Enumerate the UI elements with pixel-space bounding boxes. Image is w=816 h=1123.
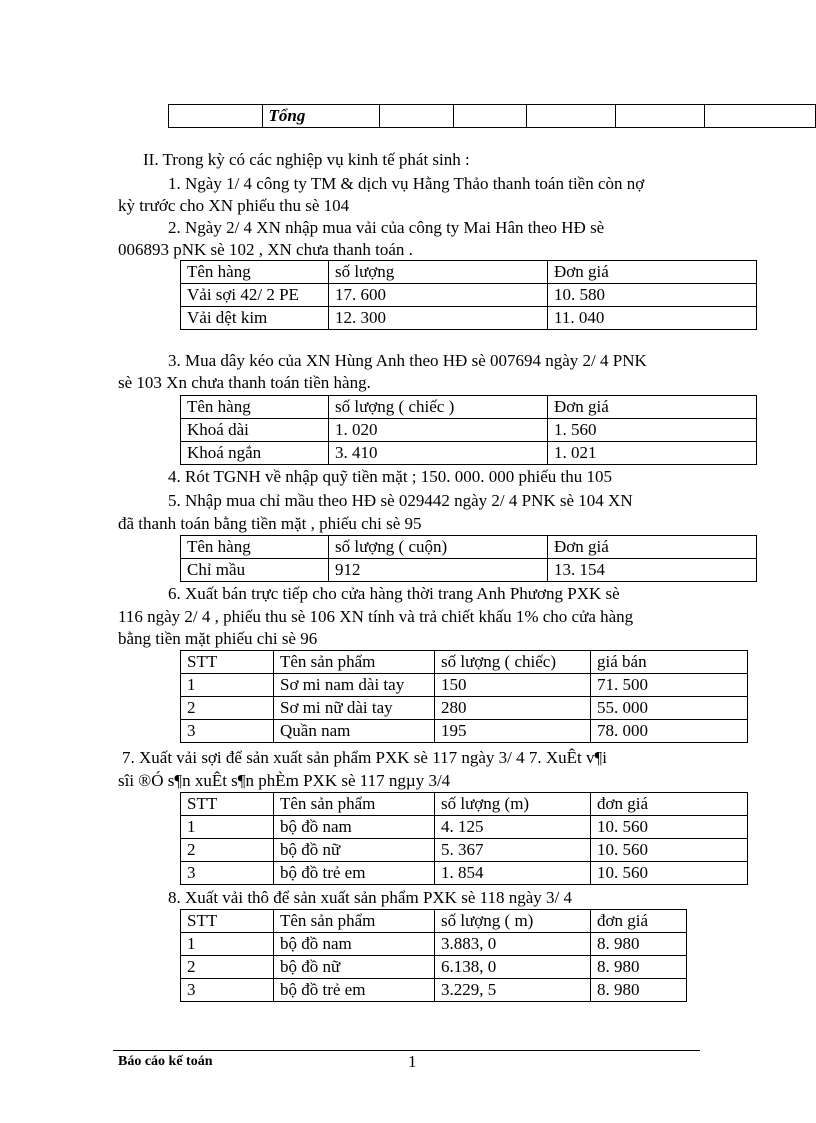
cell: bộ đồ nữ: [274, 839, 435, 862]
total-label: Tổng: [262, 105, 380, 128]
item-2-line-2: 006893 pNK sè 102 , XN chưa thanh toán .: [118, 240, 413, 259]
cell: Khoá dài: [181, 419, 329, 442]
header-cell: số lượng ( chiếc ): [329, 396, 548, 419]
cell: 912: [329, 559, 548, 582]
table-row: [181, 839, 748, 862]
cell: bộ đồ trẻ em: [274, 862, 435, 885]
cell: 10. 580: [548, 284, 757, 307]
cell: 3.229, 5: [435, 979, 591, 1002]
table-header-row: [181, 651, 748, 674]
header-cell: STT: [181, 910, 274, 933]
cell: 71. 500: [591, 674, 748, 697]
cell: 2: [181, 697, 274, 720]
cell: 8. 980: [591, 979, 687, 1002]
table-header-row: [181, 793, 748, 816]
cell: 1. 021: [548, 442, 757, 465]
cell: 17. 600: [329, 284, 548, 307]
cell: 6.138, 0: [435, 956, 591, 979]
header-cell: Tên hàng: [181, 536, 329, 559]
cell: 2: [181, 956, 274, 979]
table-header-row: [181, 910, 687, 933]
table-row: [181, 720, 748, 743]
cell: 1: [181, 933, 274, 956]
item-2-line-1: 2. Ngày 2/ 4 XN nhập mua vải của công ty Mai Hân theo HĐ sè: [168, 218, 605, 237]
item-1-line-1: 1. Ngày 1/ 4 công ty TM & dịch vụ Hằng Thảo thanh toán tiền còn nợ: [168, 174, 645, 193]
header-cell: Tên hàng: [181, 396, 329, 419]
cell: Sơ mi nam dài tay: [274, 674, 435, 697]
cell: bộ đồ nam: [274, 816, 435, 839]
cell: 10. 560: [591, 816, 748, 839]
table-item-3: [180, 395, 757, 465]
cell: 1. 854: [435, 862, 591, 885]
item-5-line-1: 5. Nhập mua chỉ mầu theo HĐ sè 029442 ngày 2/ 4 PNK sè 104 XN: [168, 491, 633, 510]
section-heading: II. Trong kỳ có các nghiệp vụ kinh tế phát sinh :: [143, 150, 470, 169]
cell: Vải dệt kim: [181, 307, 329, 330]
item-7-line-2: sîi ®Ó s¶n xuÊt s¶n phÈm PXK sè 117 ngµy 3/4: [118, 771, 451, 790]
cell: bộ đồ nữ: [274, 956, 435, 979]
cell: 3: [181, 862, 274, 885]
header-cell: số lượng ( chiếc): [435, 651, 591, 674]
cell: 280: [435, 697, 591, 720]
table-row: [181, 419, 757, 442]
footer-title: Báo cáo kế toán: [118, 1054, 213, 1069]
cell: bộ đồ trẻ em: [274, 979, 435, 1002]
header-cell: Tên hàng: [181, 261, 329, 284]
header-cell: giá bán: [591, 651, 748, 674]
item-3-line-1: 3. Mua dây kéo của XN Hùng Anh theo HĐ sè 007694 ngày 2/ 4 PNK: [168, 351, 647, 370]
item-4-line-1: 4. Rót TGNH về nhập quỹ tiền mặt ; 150. 000. 000 phiếu thu 105: [168, 467, 613, 486]
table-row: [181, 559, 757, 582]
header-cell: Tên sản phẩm: [274, 910, 435, 933]
item-8-line-1: 8. Xuất vải thô để sản xuất sản phẩm PXK sè 118 ngày 3/ 4: [168, 888, 572, 907]
table-row: [181, 956, 687, 979]
table-row: [181, 933, 687, 956]
item-3-line-2: sè 103 Xn chưa thanh toán tiền hàng.: [118, 373, 371, 392]
cell: 4. 125: [435, 816, 591, 839]
cell: 1: [181, 674, 274, 697]
top-total-table: [168, 104, 816, 128]
item-7-line-1: 7. Xuất vải sợi để sản xuất sản phẩm PXK sè 117 ngày 3/ 4 7. XuÊt v¶i: [122, 748, 607, 767]
table-item-8: [180, 909, 687, 1002]
header-cell: STT: [181, 793, 274, 816]
header-cell: Tên sản phẩm: [274, 793, 435, 816]
table-row: [181, 284, 757, 307]
item-6-line-1: 6. Xuất bán trực tiếp cho cửa hàng thời trang Anh Phương PXK sè: [168, 584, 620, 603]
cell: 1: [181, 816, 274, 839]
item-6-line-3: bằng tiền mặt phiếu chi sè 96: [118, 629, 318, 648]
header-cell: Tên sản phẩm: [274, 651, 435, 674]
table-item-5: [180, 535, 757, 582]
item-5-line-2: đã thanh toán bằng tiền mặt , phiếu chi sè 95: [118, 514, 422, 533]
cell: 3: [181, 979, 274, 1002]
cell: Khoá ngắn: [181, 442, 329, 465]
table-header-row: [181, 396, 757, 419]
cell: 3: [181, 720, 274, 743]
header-cell: số lượng (m): [435, 793, 591, 816]
cell: 1. 020: [329, 419, 548, 442]
cell: 11. 040: [548, 307, 757, 330]
cell: 12. 300: [329, 307, 548, 330]
cell: 8. 980: [591, 933, 687, 956]
table-item-7: [180, 792, 748, 885]
header-cell: Đơn giá: [548, 261, 757, 284]
page-number: 1: [408, 1052, 417, 1071]
cell: Chỉ mầu: [181, 559, 329, 582]
header-cell: STT: [181, 651, 274, 674]
item-1-line-2: kỳ trước cho XN phiếu thu sè 104: [118, 196, 350, 215]
header-cell: số lượng: [329, 261, 548, 284]
table-item-6: [180, 650, 748, 743]
cell: 13. 154: [548, 559, 757, 582]
table-row: [181, 979, 687, 1002]
table-row: [181, 697, 748, 720]
cell: 55. 000: [591, 697, 748, 720]
header-cell: Đơn giá: [548, 536, 757, 559]
table-header-row: [181, 261, 757, 284]
cell: 150: [435, 674, 591, 697]
cell: Quần nam: [274, 720, 435, 743]
header-cell: số lượng ( cuộn): [329, 536, 548, 559]
cell: 10. 560: [591, 862, 748, 885]
cell: 10. 560: [591, 839, 748, 862]
item-6-line-2: 116 ngày 2/ 4 , phiếu thu sè 106 XN tính và trả chiết khấu 1% cho cửa hàng: [118, 607, 634, 626]
table-row: [181, 862, 748, 885]
cell: 8. 980: [591, 956, 687, 979]
cell: 3. 410: [329, 442, 548, 465]
cell: Vải sợi 42/ 2 PE: [181, 284, 329, 307]
cell: 78. 000: [591, 720, 748, 743]
table-row: [181, 442, 757, 465]
table-row: [181, 816, 748, 839]
cell: 2: [181, 839, 274, 862]
cell: 1. 560: [548, 419, 757, 442]
header-cell: số lượng ( m): [435, 910, 591, 933]
cell: Sơ mi nữ dài tay: [274, 697, 435, 720]
table-item-2: [180, 260, 757, 330]
footer-divider: [113, 1050, 700, 1051]
table-row: [181, 674, 748, 697]
table-row: [181, 307, 757, 330]
cell: 3.883, 0: [435, 933, 591, 956]
header-cell: đơn giá: [591, 910, 687, 933]
cell: 5. 367: [435, 839, 591, 862]
header-cell: Đơn giá: [548, 396, 757, 419]
header-cell: đơn giá: [591, 793, 748, 816]
cell: 195: [435, 720, 591, 743]
table-header-row: [181, 536, 757, 559]
cell: bộ đồ nam: [274, 933, 435, 956]
